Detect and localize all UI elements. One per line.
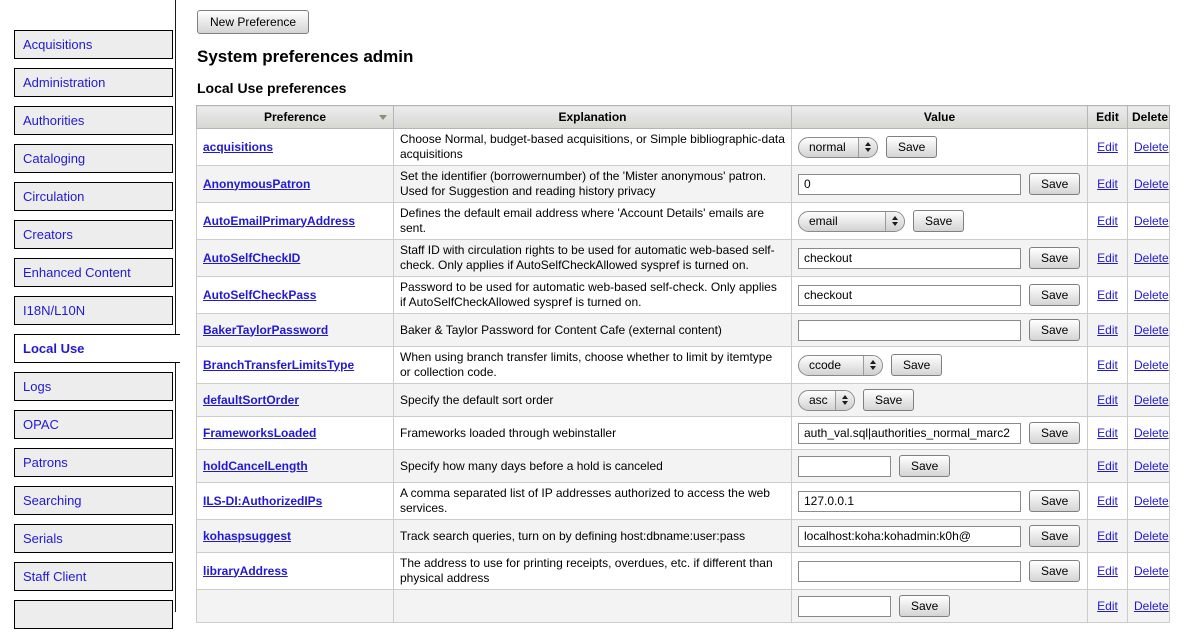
- value-select-label: email: [809, 213, 838, 228]
- delete-link[interactable]: Delete: [1134, 287, 1169, 302]
- explanation-text: Defines the default email address where 'Account Details' emails are sent.: [394, 203, 792, 240]
- table-row: [197, 203, 1170, 240]
- explanation-text: Password to be used for automatic web-based self-check. Only applies if AutoSelfCheckAllowed syspref is turned on.: [394, 277, 792, 314]
- delete-link[interactable]: Delete: [1134, 213, 1169, 228]
- edit-link[interactable]: Edit: [1097, 458, 1118, 473]
- value-controls: [798, 352, 1081, 378]
- table-row: [197, 417, 1170, 450]
- sidebar-item-i18n-l10n[interactable]: I18N/L10N: [14, 296, 173, 325]
- value-input[interactable]: [798, 526, 1021, 547]
- column-header-delete[interactable]: Delete: [1128, 106, 1170, 129]
- sidebar-item-authorities[interactable]: Authorities: [14, 106, 173, 135]
- table-row: [197, 129, 1170, 166]
- sidebar-item-logs[interactable]: Logs: [14, 372, 173, 401]
- edit-link[interactable]: Edit: [1097, 213, 1118, 228]
- sidebar-item-creators[interactable]: Creators: [14, 220, 173, 249]
- value-input[interactable]: [798, 423, 1021, 444]
- sidebar-item-opac[interactable]: OPAC: [14, 410, 173, 439]
- select-stepper-icon: [858, 138, 877, 157]
- sidebar: [14, 30, 184, 638]
- save-button[interactable]: Save: [863, 389, 914, 411]
- table-row: [197, 450, 1170, 483]
- sidebar-item-administration[interactable]: Administration: [14, 68, 173, 97]
- explanation-text: Staff ID with circulation rights to be used for automatic web-based self-check. Only applies if AutoSelfCheckAllowed syspref is turned on.: [394, 240, 792, 277]
- preference-link[interactable]: AutoSelfCheckPass: [203, 287, 317, 302]
- preference-link[interactable]: holdCancelLength: [203, 458, 308, 473]
- preference-link[interactable]: defaultSortOrder: [203, 392, 300, 407]
- column-header-value[interactable]: Value: [792, 106, 1088, 129]
- value-input[interactable]: [798, 320, 1021, 341]
- save-button[interactable]: Save: [891, 354, 942, 376]
- save-button[interactable]: Save: [1029, 525, 1080, 547]
- preferences-table: [196, 105, 1170, 623]
- delete-link[interactable]: Delete: [1134, 357, 1169, 372]
- explanation-text: Choose Normal, budget-based acquisitions, or Simple bibliographic-data acquisitions: [394, 129, 792, 166]
- explanation-text: Frameworks loaded through webinstaller: [394, 417, 792, 450]
- value-controls: [798, 488, 1081, 514]
- edit-link[interactable]: Edit: [1097, 250, 1118, 265]
- column-header-preference-label: Preference: [263, 110, 327, 124]
- sidebar-item-serials[interactable]: Serials: [14, 524, 173, 553]
- value-input[interactable]: [798, 561, 1021, 582]
- explanation-text: [394, 590, 792, 623]
- preference-link[interactable]: ILS-DI:AuthorizedIPs: [203, 493, 323, 508]
- save-button[interactable]: Save: [1029, 319, 1080, 341]
- edit-link[interactable]: Edit: [1097, 392, 1118, 407]
- value-select[interactable]: [798, 355, 883, 376]
- value-input[interactable]: [798, 248, 1021, 269]
- save-button[interactable]: Save: [899, 595, 950, 617]
- sidebar-item-staff-client[interactable]: Staff Client: [14, 562, 173, 591]
- delete-link[interactable]: Delete: [1134, 598, 1169, 613]
- value-input[interactable]: [798, 174, 1021, 195]
- value-controls: [798, 558, 1081, 584]
- table-row: [197, 314, 1170, 347]
- table-row: [197, 483, 1170, 520]
- explanation-text: Track search queries, turn on by defining host:dbname:user:pass: [394, 520, 792, 553]
- column-header-explanation[interactable]: Explanation: [394, 106, 792, 129]
- preference-link[interactable]: libraryAddress: [203, 563, 288, 578]
- table-row: [197, 347, 1170, 384]
- value-controls: [798, 453, 1081, 479]
- save-button[interactable]: Save: [1029, 173, 1080, 195]
- value-select-label: asc: [809, 392, 828, 407]
- delete-link[interactable]: Delete: [1134, 139, 1169, 154]
- edit-link[interactable]: Edit: [1097, 493, 1118, 508]
- edit-link[interactable]: Edit: [1097, 139, 1118, 154]
- select-stepper-icon: [885, 212, 904, 231]
- sidebar-item-searching[interactable]: Searching: [14, 486, 173, 515]
- save-button[interactable]: Save: [899, 455, 950, 477]
- column-header-preference[interactable]: [197, 106, 394, 129]
- new-preference-button[interactable]: New Preference: [197, 10, 309, 34]
- preference-link[interactable]: AutoSelfCheckID: [203, 250, 301, 265]
- value-input[interactable]: [798, 491, 1021, 512]
- value-select[interactable]: [798, 211, 905, 232]
- preference-link[interactable]: BakerTaylorPassword: [203, 322, 329, 337]
- value-controls: [798, 282, 1081, 308]
- value-select-label: ccode: [809, 357, 842, 372]
- table-row: [197, 520, 1170, 553]
- preference-link[interactable]: AutoEmailPrimaryAddress: [203, 213, 356, 228]
- sidebar-item-item[interactable]: [14, 600, 173, 629]
- value-controls: [798, 171, 1081, 197]
- value-select[interactable]: [798, 390, 855, 411]
- delete-link[interactable]: Delete: [1134, 425, 1169, 440]
- explanation-text: Set the identifier (borrowernumber) of the 'Mister anonymous' patron. Used for Suggestion and reading history privacy: [394, 166, 792, 203]
- value-select-label: normal: [809, 139, 846, 154]
- select-stepper-icon: [835, 391, 854, 410]
- preference-link[interactable]: kohaspsuggest: [203, 528, 292, 543]
- sidebar-item-circulation[interactable]: Circulation: [14, 182, 173, 211]
- explanation-text: The address to use for printing receipts, overdues, etc. if different than physical address: [394, 553, 792, 590]
- sidebar-item-cataloging[interactable]: Cataloging: [14, 144, 173, 173]
- explanation-text: When using branch transfer limits, choose whether to limit by itemtype or collection code.: [394, 347, 792, 384]
- explanation-text: Specify how many days before a hold is canceled: [394, 450, 792, 483]
- delete-link[interactable]: Delete: [1134, 322, 1169, 337]
- edit-link[interactable]: Edit: [1097, 287, 1118, 302]
- value-controls: [798, 420, 1081, 446]
- table-row: [197, 384, 1170, 417]
- delete-link[interactable]: Delete: [1134, 528, 1169, 543]
- preference-link[interactable]: acquisitions: [203, 139, 274, 154]
- edit-link[interactable]: Edit: [1097, 425, 1118, 440]
- table-row: [197, 590, 1170, 623]
- value-controls: [798, 387, 1081, 413]
- sidebar-item-enhanced-content[interactable]: Enhanced Content: [14, 258, 173, 287]
- delete-link[interactable]: Delete: [1134, 392, 1169, 407]
- column-header-edit[interactable]: Edit: [1088, 106, 1128, 129]
- value-controls: [798, 523, 1081, 549]
- select-stepper-icon: [863, 356, 882, 375]
- preference-link[interactable]: AnonymousPatron: [203, 176, 311, 191]
- value-controls: [798, 134, 1081, 160]
- save-button[interactable]: Save: [1029, 422, 1080, 444]
- delete-link[interactable]: Delete: [1134, 250, 1169, 265]
- edit-link[interactable]: Edit: [1097, 357, 1118, 372]
- preference-link[interactable]: FrameworksLoaded: [203, 425, 317, 440]
- delete-link[interactable]: Delete: [1134, 458, 1169, 473]
- value-controls: [798, 593, 1081, 619]
- edit-link[interactable]: Edit: [1097, 176, 1118, 191]
- sidebar-item-acquisitions[interactable]: Acquisitions: [14, 30, 173, 59]
- sidebar-item-local-use[interactable]: Local Use: [14, 334, 180, 363]
- preference-link[interactable]: BranchTransferLimitsType: [203, 357, 355, 372]
- table-row: [197, 277, 1170, 314]
- delete-link[interactable]: Delete: [1134, 493, 1169, 508]
- value-input[interactable]: [798, 456, 891, 477]
- page-subtitle: Local Use preferences: [197, 80, 347, 96]
- edit-link[interactable]: Edit: [1097, 528, 1118, 543]
- save-button[interactable]: Save: [886, 136, 937, 158]
- value-input[interactable]: [798, 285, 1021, 306]
- table-row: [197, 553, 1170, 590]
- table-header-row: [197, 106, 1170, 129]
- main-content: [196, 0, 1176, 623]
- save-button[interactable]: Save: [1029, 560, 1080, 582]
- save-button[interactable]: Save: [1029, 490, 1080, 512]
- save-button[interactable]: Save: [1029, 247, 1080, 269]
- explanation-text: A comma separated list of IP addresses authorized to access the web services.: [394, 483, 792, 520]
- explanation-text: Specify the default sort order: [394, 384, 792, 417]
- value-select[interactable]: [798, 137, 878, 158]
- sort-descending-icon: [379, 115, 387, 120]
- value-controls: [798, 317, 1081, 343]
- save-button[interactable]: Save: [913, 210, 964, 232]
- edit-link[interactable]: Edit: [1097, 563, 1118, 578]
- value-controls: [798, 245, 1081, 271]
- value-input[interactable]: [798, 596, 891, 617]
- edit-link[interactable]: Edit: [1097, 322, 1118, 337]
- save-button[interactable]: Save: [1029, 284, 1080, 306]
- edit-link[interactable]: Edit: [1097, 598, 1118, 613]
- table-row: [197, 166, 1170, 203]
- page-title: System preferences admin: [197, 47, 414, 66]
- table-row: [197, 240, 1170, 277]
- delete-link[interactable]: Delete: [1134, 563, 1169, 578]
- explanation-text: Baker & Taylor Password for Content Cafe (external content): [394, 314, 792, 347]
- sidebar-item-patrons[interactable]: Patrons: [14, 448, 173, 477]
- delete-link[interactable]: Delete: [1134, 176, 1169, 191]
- value-controls: [798, 208, 1081, 234]
